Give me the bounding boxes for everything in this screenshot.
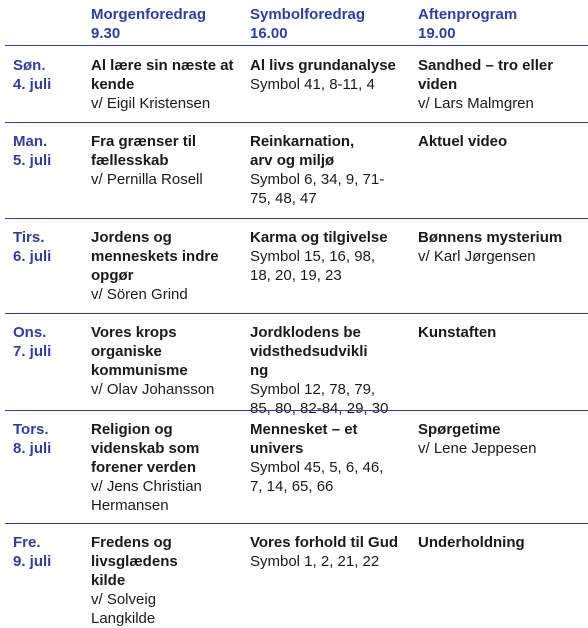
symbol-title: Mennesket – et univers xyxy=(250,421,358,457)
morning-speaker: v/ Pernilla Rosell xyxy=(91,171,203,188)
row-divider xyxy=(5,45,588,46)
morning-title: Vores krops organiske kommunisme xyxy=(91,324,188,379)
header-evening-title: Aftenprogram xyxy=(418,6,518,23)
day-label xyxy=(13,228,85,266)
morning-cell xyxy=(91,228,241,304)
day-name: Fre. xyxy=(13,534,41,551)
evening-title: Spørgetime xyxy=(418,421,501,438)
symbol-refs: Symbol 1, 2, 21, 22 xyxy=(250,553,380,570)
morning-cell xyxy=(91,323,241,399)
morning-cell xyxy=(91,533,241,628)
symbol-title: Karma og tilgivelse xyxy=(250,229,388,246)
day-label xyxy=(13,533,85,571)
day-label xyxy=(13,323,85,361)
day-date: 5. juli xyxy=(13,152,52,169)
symbol-cell xyxy=(250,323,410,418)
header-evening-time: 19.00 xyxy=(418,25,456,42)
morning-cell xyxy=(91,56,241,113)
evening-cell xyxy=(418,420,586,458)
morning-speaker: v/ Eigil Kristensen xyxy=(91,95,211,112)
symbol-cell xyxy=(250,533,410,571)
day-date: 8. juli xyxy=(13,440,52,457)
morning-speaker: v/ Olav Johansson xyxy=(91,381,215,398)
day-name: Ons. xyxy=(13,324,47,341)
header-symbol-title: Symbolforedrag xyxy=(250,6,366,23)
evening-speaker: v/ Lars Malmgren xyxy=(418,95,534,112)
header-symbol-time: 16.00 xyxy=(250,25,288,42)
day-label xyxy=(13,420,85,458)
evening-title: Bønnens mysterium xyxy=(418,229,563,246)
evening-cell xyxy=(418,323,586,342)
header-evening xyxy=(418,5,586,43)
row-divider xyxy=(5,218,588,219)
symbol-refs: Symbol 12, 78, 79, 85, 80, 82-84, 29, 30 xyxy=(250,381,389,417)
evening-title: Underholdning xyxy=(418,534,525,551)
evening-cell xyxy=(418,533,586,552)
evening-title: Sandhed – tro eller viden xyxy=(418,57,554,93)
day-label xyxy=(13,56,85,94)
evening-speaker: v/ Karl Jørgensen xyxy=(418,248,536,265)
symbol-cell xyxy=(250,228,410,285)
header-morning-title: Morgenforedrag xyxy=(91,6,207,23)
morning-speaker: v/ Jens Christian Hermansen xyxy=(91,478,202,514)
day-date: 4. juli xyxy=(13,76,52,93)
evening-title: Kunstaften xyxy=(418,324,497,341)
symbol-cell xyxy=(250,132,410,208)
symbol-title: Reinkarnation, arv og miljø xyxy=(250,133,355,169)
day-name: Tors. xyxy=(13,421,49,438)
header-morning xyxy=(91,5,241,43)
schedule-header xyxy=(0,0,588,45)
day-name: Tirs. xyxy=(13,229,45,246)
symbol-cell xyxy=(250,420,410,496)
row-divider xyxy=(5,410,588,411)
day-date: 7. juli xyxy=(13,343,52,360)
day-date: 9. juli xyxy=(13,553,52,570)
evening-title: Aktuel video xyxy=(418,133,508,150)
evening-cell xyxy=(418,132,586,151)
morning-speaker: v/ Solveig Langkilde xyxy=(91,591,157,627)
evening-speaker: v/ Lene Jeppesen xyxy=(418,440,537,457)
symbol-refs: Symbol 45, 5, 6, 46, 7, 14, 65, 66 xyxy=(250,459,384,495)
morning-title: Jordens og menneskets indre opgør xyxy=(91,229,219,284)
symbol-title: Jordklodens bevidsthedsudvikling xyxy=(250,324,368,379)
evening-cell xyxy=(418,228,586,266)
row-divider xyxy=(5,313,588,314)
evening-cell xyxy=(418,56,586,113)
row-divider xyxy=(5,122,588,123)
morning-title: Religion og videnskab som forener verden xyxy=(91,421,200,476)
symbol-refs: Symbol 41, 8-11, 4 xyxy=(250,76,375,93)
symbol-refs: Symbol 6, 34, 9, 71-75, 48, 47 xyxy=(250,171,385,207)
header-symbol xyxy=(250,5,410,43)
morning-speaker: v/ Sören Grind xyxy=(91,286,188,303)
day-name: Man. xyxy=(13,133,48,150)
morning-title: Fredens og livsglædens kilde xyxy=(91,534,178,589)
day-name: Søn. xyxy=(13,57,46,74)
day-label xyxy=(13,132,85,170)
day-date: 6. juli xyxy=(13,248,52,265)
header-morning-time: 9.30 xyxy=(91,25,121,42)
symbol-refs: Symbol 15, 16, 98, 18, 20, 19, 23 xyxy=(250,248,376,284)
morning-cell xyxy=(91,420,241,515)
symbol-title: Al livs grundanalyse xyxy=(250,57,396,74)
symbol-title: Vores forhold til Gud xyxy=(250,534,399,551)
row-divider xyxy=(5,523,588,524)
symbol-cell xyxy=(250,56,410,94)
morning-cell xyxy=(91,132,241,189)
morning-title: Al lære sin næste at kende xyxy=(91,57,234,93)
morning-title: Fra grænser til fællesskab xyxy=(91,133,197,169)
